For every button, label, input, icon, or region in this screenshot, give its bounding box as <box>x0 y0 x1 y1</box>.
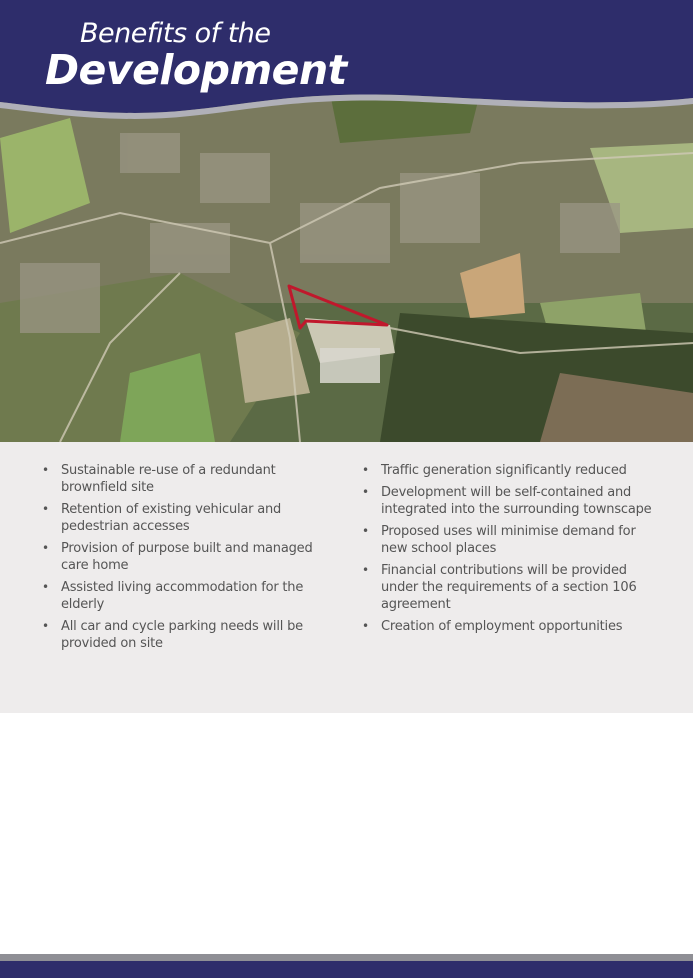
benefit-item: • Financial contributions will be provided under the requirements of a section 106 agreement <box>362 562 652 613</box>
aerial-site-photo <box>0 93 693 442</box>
benefit-item: • Development will be self-contained and integrated into the surrounding townscape <box>362 484 652 518</box>
benefits-panel <box>0 442 693 713</box>
benefit-item: • All car and cycle parking needs will be provided on site <box>42 618 332 652</box>
benefit-item: • Provision of purpose built and managed care home <box>42 540 332 574</box>
footer-band <box>0 961 693 978</box>
page-header <box>0 0 693 125</box>
benefit-item: • Proposed uses will minimise demand for new school places <box>362 523 652 557</box>
benefit-item: • Sustainable re-use of a redundant brownfield site <box>42 462 332 496</box>
benefits-list-right <box>362 462 652 640</box>
benefit-item: • Retention of existing vehicular and pedestrian accesses <box>42 501 332 535</box>
page-title: Development <box>45 46 347 94</box>
benefits-list-left <box>42 462 332 657</box>
title-prefix: Benefits of the <box>80 18 271 49</box>
footer-rule <box>0 954 693 961</box>
benefit-item: • Creation of employment opportunities <box>362 618 652 635</box>
benefit-item: • Assisted living accommodation for the elderly <box>42 579 332 613</box>
benefit-item: • Traffic generation significantly reduced <box>362 462 652 479</box>
